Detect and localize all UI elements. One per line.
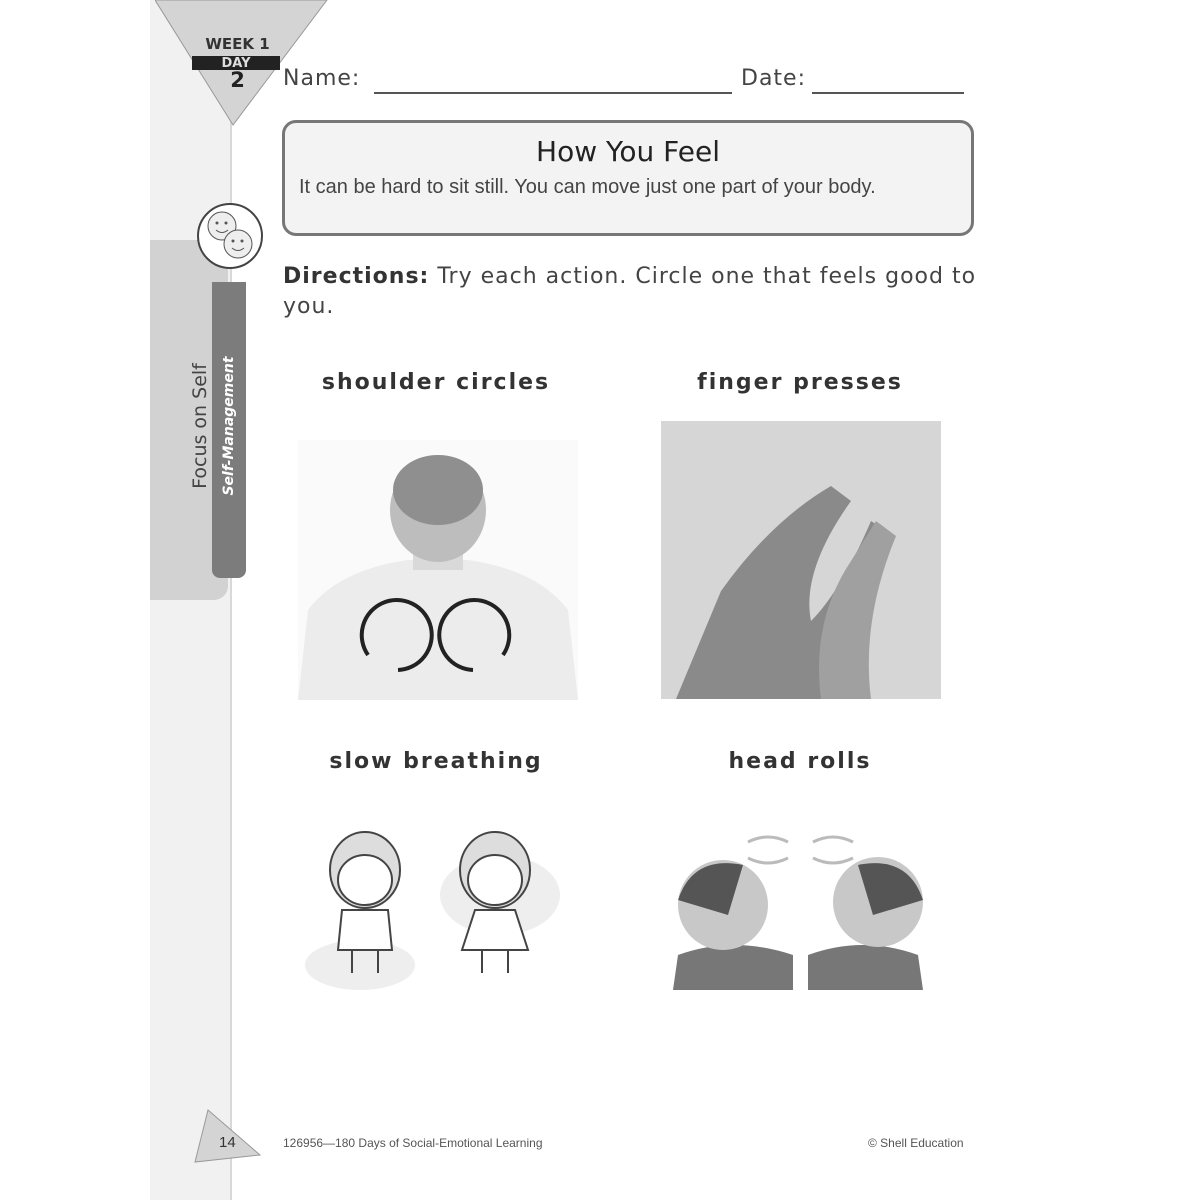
date-field[interactable] (812, 92, 964, 94)
week-label: WEEK 1 (205, 35, 270, 53)
name-field[interactable] (374, 92, 732, 94)
action-label[interactable]: slow breathing (329, 749, 543, 774)
info-box (282, 120, 974, 236)
focus-label: Focus on Self (189, 363, 211, 489)
date-label: Date: (741, 66, 806, 91)
box-text: It can be hard to sit still. You can move just one part of your body. (299, 176, 876, 198)
topic-label: Self-Management (221, 356, 237, 496)
box-title: How You Feel (536, 135, 720, 168)
head-rolls-illustration[interactable] (673, 830, 928, 990)
directions-text: Try each action. Circle one that feels good to you. (283, 264, 977, 319)
shoulder-circles-photo[interactable] (298, 440, 578, 700)
name-label: Name: (283, 66, 361, 91)
action-label[interactable]: head rolls (728, 749, 872, 774)
page-number: 14 (219, 1134, 236, 1151)
action-label[interactable]: shoulder circles (321, 370, 551, 395)
side-band (150, 0, 230, 1200)
slow-breathing-illustration[interactable] (300, 825, 560, 995)
directions (283, 262, 983, 322)
copyright: © Shell Education (868, 1136, 964, 1150)
day-number: 2 (230, 68, 245, 92)
day-label: DAY (192, 56, 280, 70)
finger-presses-photo[interactable] (661, 421, 941, 699)
book-title: 126956—180 Days of Social-Emotional Learning (283, 1136, 543, 1150)
directions-label: Directions: (283, 264, 430, 289)
action-label[interactable]: finger presses (697, 370, 903, 395)
smiley-faces-icon (196, 202, 264, 270)
